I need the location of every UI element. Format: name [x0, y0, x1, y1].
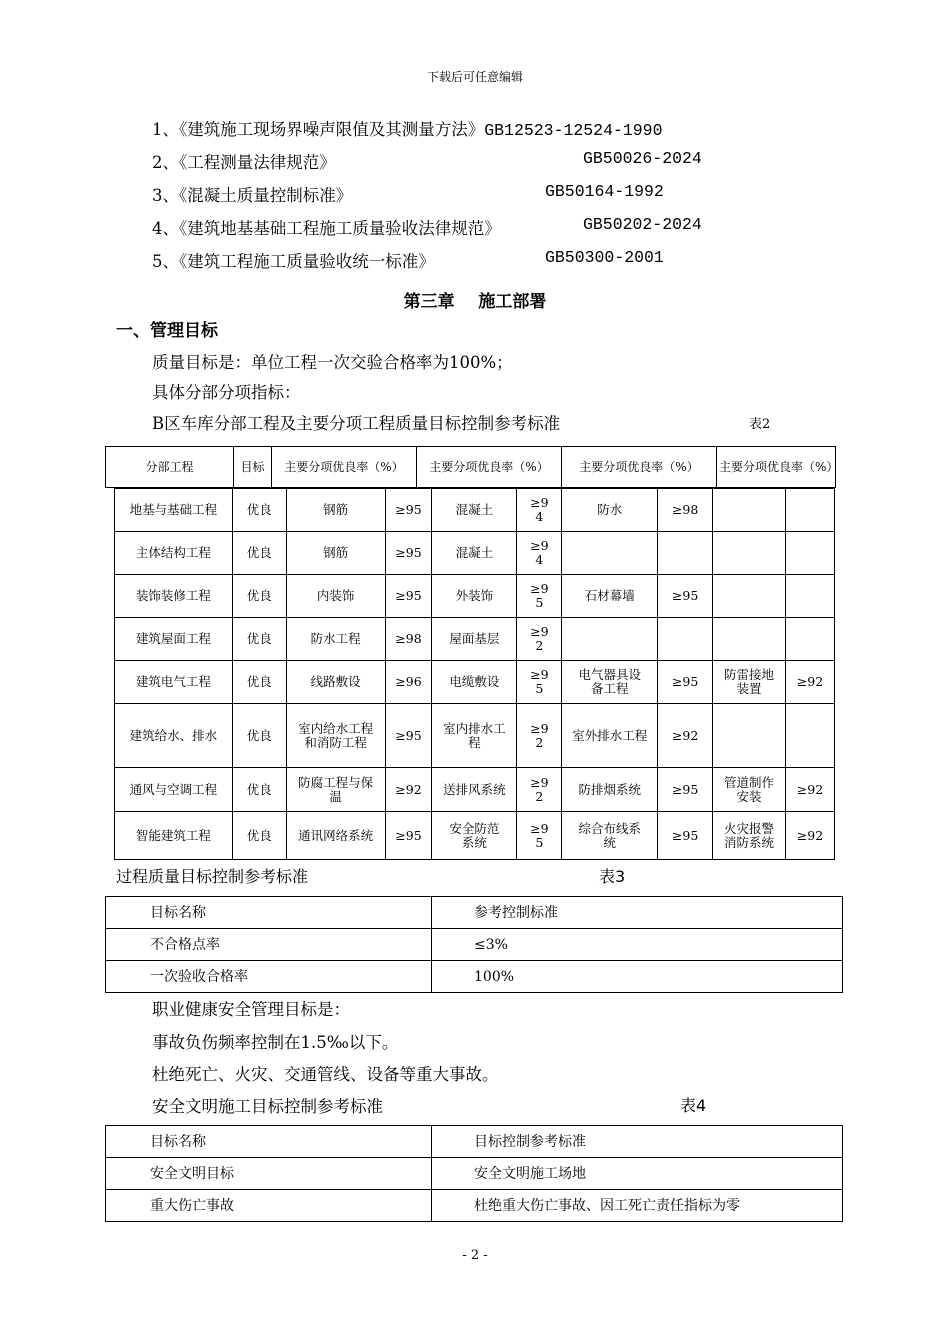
table-row	[115, 768, 835, 812]
table-row	[106, 929, 843, 961]
cell	[785, 489, 834, 532]
cell: ≥95	[385, 575, 432, 618]
cell: ≥95	[385, 532, 432, 575]
cell: 建筑给水、排水	[115, 704, 233, 768]
cell: ≥95	[385, 812, 432, 860]
safety-target-1: 事故负伤频率控制在1.5‰以下。	[152, 1033, 399, 1052]
page-number: - 2 -	[462, 1248, 488, 1263]
header-cell: 参考控制标准	[432, 897, 843, 929]
standard-code: GB50300-2001	[545, 248, 664, 267]
standard-item: 2、《工程测量法律规范》	[152, 153, 336, 172]
cell: 优良	[232, 768, 286, 812]
cell: 防雷接地装置	[713, 661, 786, 704]
standard-item: 5、《建筑工程施工质量验收统一标准》	[152, 252, 435, 271]
cell: 火灾报警消防系统	[713, 812, 786, 860]
cell: ≥95	[658, 812, 713, 860]
cell: ≥94	[517, 489, 562, 532]
cell: ≥92	[785, 812, 834, 860]
cell: 通风与空调工程	[115, 768, 233, 812]
cell: 室内给水工程和消防工程	[286, 704, 385, 768]
table-row	[115, 532, 835, 575]
cell: 优良	[232, 618, 286, 661]
cell: ≥95	[385, 704, 432, 768]
cell: 杜绝重大伤亡事故、因工死亡责任指标为零	[432, 1190, 843, 1222]
cell: ≥95	[517, 812, 562, 860]
cell: ≥95	[517, 661, 562, 704]
cell	[713, 575, 786, 618]
cell: 优良	[232, 704, 286, 768]
cell: ≥92	[517, 768, 562, 812]
cell: 建筑屋面工程	[115, 618, 233, 661]
cell: 内装饰	[286, 575, 385, 618]
cell: ≤3%	[432, 929, 843, 961]
cell: 一次验收合格率	[106, 961, 432, 993]
cell: 送排风系统	[432, 768, 517, 812]
table3-caption: 过程质量目标控制参考标准	[116, 867, 309, 886]
table-row	[106, 1158, 843, 1190]
cell: 优良	[232, 532, 286, 575]
cell	[658, 618, 713, 661]
cell: 通讯网络系统	[286, 812, 385, 860]
cell	[713, 704, 786, 768]
header-cell: 目标名称	[106, 1126, 432, 1158]
header-cell: 主要分项优良率（%）	[717, 447, 836, 488]
cell: ≥95	[658, 768, 713, 812]
standard-item: 1、《建筑施工现场界噪声限值及其测量方法》GB12523-12524-1990	[152, 120, 663, 140]
table-row	[115, 618, 835, 661]
cell: 混凝土	[432, 489, 517, 532]
cell: 综合布线系统	[562, 812, 658, 860]
table2-label: 表2	[749, 417, 771, 432]
table-row	[115, 812, 835, 860]
cell: 电缆敷设	[432, 661, 517, 704]
cell: ≥94	[517, 532, 562, 575]
standard-code: GB50026-2024	[583, 149, 702, 168]
header-cell: 主要分项优良率（%）	[272, 447, 417, 488]
table2-header	[105, 446, 839, 488]
cell: ≥92	[785, 661, 834, 704]
cell: ≥96	[385, 661, 432, 704]
cell: 安全防范系统	[432, 812, 517, 860]
cell: ≥98	[385, 618, 432, 661]
cell: ≥95	[385, 489, 432, 532]
cell: 优良	[232, 812, 286, 860]
table-row	[106, 897, 843, 929]
cell: 主体结构工程	[115, 532, 233, 575]
cell: ≥92	[517, 704, 562, 768]
cell: 防水	[562, 489, 658, 532]
cell: 优良	[232, 489, 286, 532]
cell: 智能建筑工程	[115, 812, 233, 860]
table-row	[115, 489, 835, 532]
cell: ≥92	[517, 618, 562, 661]
header-cell: 目标控制参考标准	[432, 1126, 843, 1158]
cell: 地基与基础工程	[115, 489, 233, 532]
cell: 装饰装修工程	[115, 575, 233, 618]
header-cell: 主要分项优良率（%）	[562, 447, 717, 488]
cell: 室内排水工程	[432, 704, 517, 768]
cell: 不合格点率	[106, 929, 432, 961]
cell: 100%	[432, 961, 843, 993]
table-row	[115, 704, 835, 768]
table3-label: 表3	[599, 867, 626, 886]
table4-label: 表4	[680, 1096, 707, 1115]
page-header: 下载后可任意编辑	[426, 70, 523, 84]
cell	[785, 704, 834, 768]
cell: 屋面基层	[432, 618, 517, 661]
chapter-title: 第三章 施工部署	[403, 292, 547, 312]
standard-item: 3、《混凝土质量控制标准》	[152, 186, 353, 205]
cell: ≥98	[658, 489, 713, 532]
quality-goal: 质量目标是：单位工程一次交验合格率为100%；	[152, 353, 513, 372]
cell: 防水工程	[286, 618, 385, 661]
cell: 外装饰	[432, 575, 517, 618]
table-row	[106, 1126, 843, 1158]
cell	[713, 532, 786, 575]
cell: 管道制作安装	[713, 768, 786, 812]
table-row	[106, 961, 843, 993]
cell: 混凝土	[432, 532, 517, 575]
cell: 电气器具设备工程	[562, 661, 658, 704]
table3	[105, 896, 843, 993]
cell	[562, 618, 658, 661]
standard-code: GB50164-1992	[545, 182, 664, 201]
table-row	[115, 575, 835, 618]
cell: ≥92	[785, 768, 834, 812]
cell: 防排烟系统	[562, 768, 658, 812]
cell: 钢筋	[286, 532, 385, 575]
cell: 石材幕墙	[562, 575, 658, 618]
cell	[785, 532, 834, 575]
cell	[562, 532, 658, 575]
header-cell: 目标	[234, 447, 272, 488]
table2-caption: B区车库分部工程及主要分项工程质量目标控制参考标准	[152, 414, 561, 433]
header-cell: 目标名称	[106, 897, 432, 929]
table-row	[106, 1190, 843, 1222]
cell: 建筑电气工程	[115, 661, 233, 704]
header-cell: 主要分项优良率（%）	[417, 447, 562, 488]
cell: 安全文明目标	[106, 1158, 432, 1190]
cell: 线路敷设	[286, 661, 385, 704]
standard-code: GB50202-2024	[583, 215, 702, 234]
cell: ≥92	[385, 768, 432, 812]
cell: 室外排水工程	[562, 704, 658, 768]
cell: ≥95	[658, 661, 713, 704]
cell: ≥95	[658, 575, 713, 618]
cell: 优良	[232, 575, 286, 618]
sub-index-label: 具体分部分项指标：	[152, 383, 301, 402]
standard-item: 4、《建筑地基基础工程施工质量验收法律规范》	[152, 219, 501, 238]
cell	[713, 489, 786, 532]
cell: ≥95	[517, 575, 562, 618]
cell	[713, 618, 786, 661]
table4	[105, 1125, 843, 1222]
safety-title: 职业健康安全管理目标是：	[152, 1000, 350, 1019]
cell: ≥92	[658, 704, 713, 768]
section-heading: 一、管理目标	[116, 321, 218, 341]
header-cell: 分部工程	[106, 447, 234, 488]
cell: 安全文明施工场地	[432, 1158, 843, 1190]
table4-caption: 安全文明施工目标控制参考标准	[152, 1097, 383, 1116]
cell	[785, 618, 834, 661]
cell: 优良	[232, 661, 286, 704]
cell	[658, 532, 713, 575]
cell	[785, 575, 834, 618]
cell: 重大伤亡事故	[106, 1190, 432, 1222]
table2-body	[114, 488, 835, 860]
cell: 防腐工程与保温	[286, 768, 385, 812]
table-row	[115, 661, 835, 704]
safety-target-2: 杜绝死亡、火灾、交通管线、设备等重大事故。	[152, 1065, 499, 1084]
cell: 钢筋	[286, 489, 385, 532]
